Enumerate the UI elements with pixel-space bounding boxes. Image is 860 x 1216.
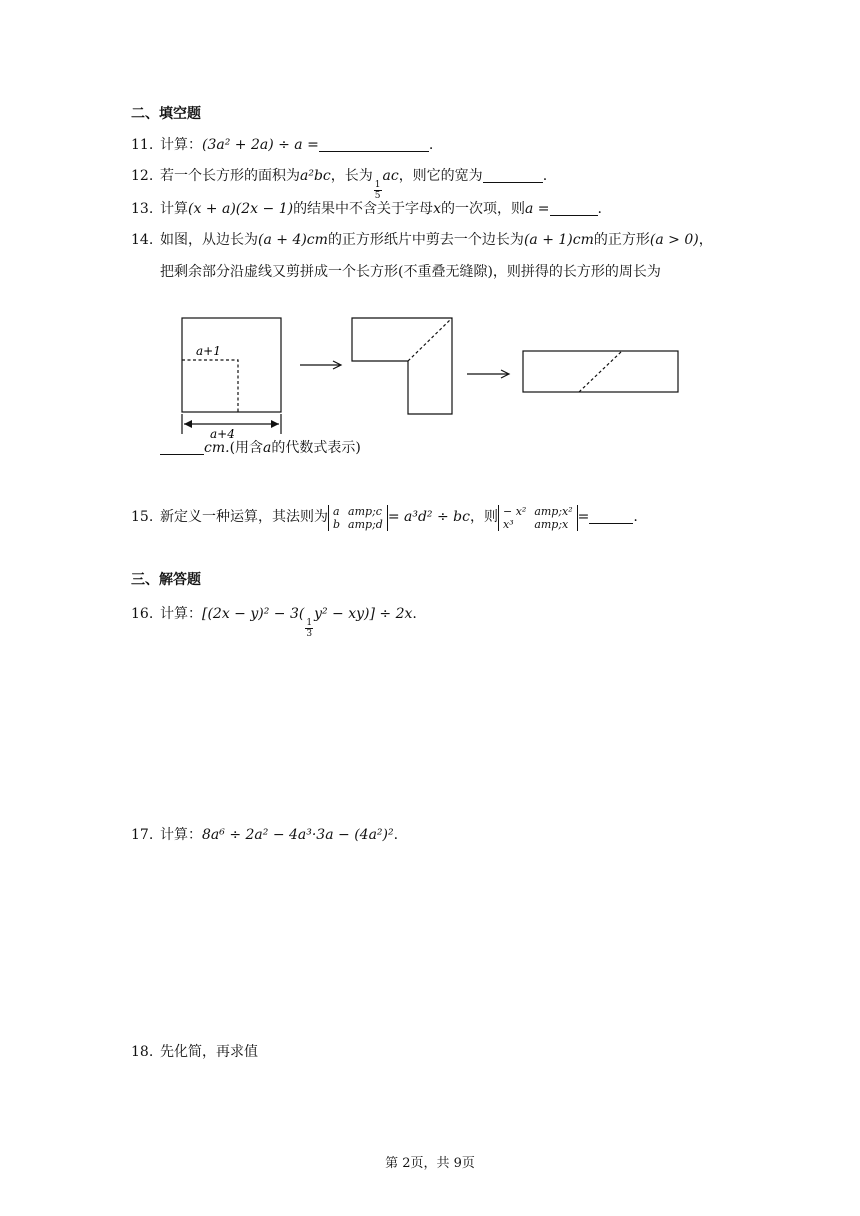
question-number: 11. <box>131 137 154 153</box>
question-prefix: 计算： <box>160 137 202 153</box>
question-number: 17. <box>131 827 154 843</box>
question-text: 计算 <box>160 201 188 217</box>
answer-blank[interactable] <box>589 509 633 524</box>
math-rule: = a³d² ÷ bc <box>387 509 470 525</box>
question-14-line-1 <box>131 230 713 250</box>
math-answer-label: a = <box>524 201 550 217</box>
answer-blank[interactable] <box>483 168 543 183</box>
unit: cm. <box>204 440 230 456</box>
page-footer: 第 2页，共 9页 <box>385 1156 475 1171</box>
rectangle-cut-line <box>579 351 622 392</box>
math-area: a²bc <box>300 168 331 184</box>
question-number: 14. <box>131 232 154 248</box>
question-text: 的一次项，则 <box>440 201 525 217</box>
question-14-line-3 <box>160 438 361 458</box>
l-shape-cut-line <box>408 318 452 361</box>
question-text: (用含 <box>229 440 264 456</box>
question-text: 的结果中不含关于字母 <box>293 201 434 217</box>
question-16 <box>131 604 417 639</box>
determinant-definition <box>328 505 388 531</box>
math-expression: 8a⁶ ÷ 2a² − 4a³·3a − (4a²)² <box>202 827 394 843</box>
section-heading-solutions: 三、解答题 <box>131 572 201 588</box>
det-cell: − x² <box>502 505 527 518</box>
fraction <box>374 180 382 201</box>
question-text: 的正方形纸片中剪去一个边长为 <box>327 232 524 248</box>
arrowhead-right <box>271 420 279 428</box>
question-14-figure <box>170 310 690 440</box>
question-text: 先化简，再求值 <box>160 1044 258 1060</box>
arrowhead-left <box>184 420 192 428</box>
question-14-line-2: 把剩余部分沿虚线又剪拼成一个长方形(不重叠无缝隙)，则拼得的长方形的周长为 <box>160 264 661 280</box>
question-number: 12. <box>131 168 154 184</box>
question-number: 13. <box>131 201 154 217</box>
question-text: ， <box>698 232 713 248</box>
determinant-question <box>498 505 578 531</box>
fraction <box>305 618 313 639</box>
det-cell: a <box>333 505 340 518</box>
cut-line <box>182 360 238 412</box>
label-a-plus-4: a+4 <box>210 427 235 440</box>
question-text: 如图，从边长为 <box>160 232 258 248</box>
question-text: 的代数式表示) <box>271 440 361 456</box>
det-cell: amp;c <box>348 505 382 518</box>
question-number: 16. <box>131 606 154 622</box>
fraction-denominator: 3 <box>306 629 313 639</box>
math-variable: x <box>433 201 441 217</box>
math-expression: [(2x − y)² − 3( <box>202 606 305 622</box>
answer-blank[interactable] <box>319 137 429 152</box>
math-side-inner: (a + 1)cm <box>523 232 594 248</box>
det-cell: amp;x² <box>534 505 573 518</box>
math-expression: (3a² + 2a) ÷ a = <box>202 137 319 153</box>
period: . <box>542 168 548 184</box>
question-17 <box>131 825 398 845</box>
fraction-numerator: 1 <box>306 618 313 628</box>
period: . <box>393 827 399 843</box>
det-cell: x³ <box>502 518 514 531</box>
period: . <box>428 137 434 153</box>
math-variable: a <box>263 440 272 456</box>
question-text: 新定义一种运算，其法则为 <box>160 509 328 525</box>
det-cell: b <box>333 518 341 531</box>
question-text: 若一个长方形的面积为 <box>160 168 300 184</box>
question-number: 18. <box>131 1044 154 1060</box>
outer-square <box>182 318 281 412</box>
question-15 <box>131 505 638 531</box>
math-condition: (a > 0) <box>649 232 699 248</box>
section-heading-fill-in: 二、填空题 <box>131 106 201 122</box>
math-side-outer: (a + 4)cm <box>258 232 328 248</box>
math-expression: (x + a)(2x − 1) <box>188 201 294 217</box>
answer-blank[interactable] <box>550 201 598 216</box>
period: . <box>597 201 602 217</box>
question-12 <box>131 166 547 201</box>
question-number: 15. <box>131 509 154 525</box>
question-13 <box>131 199 602 219</box>
math-length: ac <box>382 168 399 184</box>
question-text: 的正方形 <box>593 232 650 248</box>
det-cell: amp;d <box>348 518 383 531</box>
question-prefix: 计算： <box>160 606 202 622</box>
fraction-denominator: 5 <box>374 191 381 201</box>
answer-blank[interactable] <box>160 440 204 455</box>
question-11 <box>131 135 433 155</box>
period: . <box>633 509 638 525</box>
equals-sign: = <box>577 509 590 525</box>
question-text: ，则 <box>469 509 498 525</box>
label-a-plus-1: a+1 <box>196 344 221 358</box>
question-prefix: 计算： <box>160 827 202 843</box>
question-text: ，长为 <box>330 168 373 184</box>
question-text: ，则它的宽为 <box>398 168 483 184</box>
question-18 <box>131 1042 258 1062</box>
math-expression: y² − xy)] ÷ 2x <box>314 606 413 622</box>
fraction-numerator: 1 <box>374 180 381 190</box>
det-cell: amp;x <box>534 518 569 531</box>
period: . <box>412 606 417 622</box>
